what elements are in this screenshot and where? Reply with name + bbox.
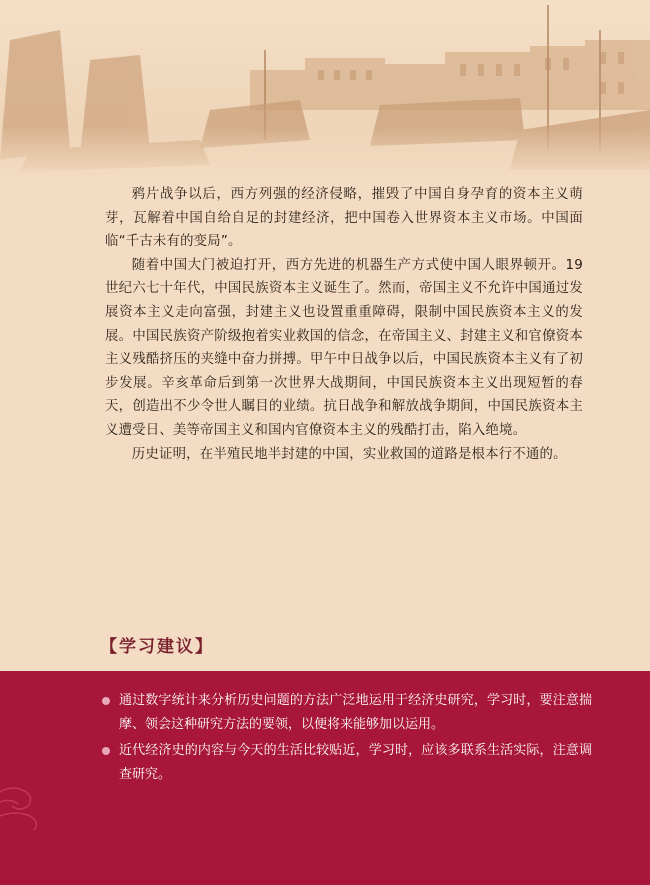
bullet-icon — [102, 747, 110, 755]
list-item — [102, 739, 592, 787]
paragraph-3: 历史证明，在半殖民地半封建的中国，实业救国的道路是根本行不通的。 — [131, 446, 567, 462]
body-text — [105, 183, 583, 466]
harbor-photo-icon — [0, 0, 650, 180]
paragraph-1: 鸦片战争以后，西方列强的经济侵略，摧毁了中国自身孕育的资本主义萌芽，瓦解着中国自给自足的封建经济，把中国卷入世界资本主义市场。中国面临“千古未有的变局”。 — [105, 187, 583, 250]
bullet-icon — [102, 697, 110, 705]
advice-text: 近代经济史的内容与今天的生活比较贴近，学习时，应该多联系生活实际，注意调查研究。 — [119, 743, 592, 782]
study-advice-list — [102, 689, 592, 789]
paragraph-2: 随着中国大门被迫打开，西方先进的机器生产方式使中国人眼界顿开。19世纪六七十年代，中国民族资本主义诞生了。然而，帝国主义不允许中国通过发展资本主义走向富强，封建主义也设置重重障碍，限制中国民族资本主义的发展。中国民族资产阶级抱着实业救国的信念，在帝国主义、封建主义和官僚资本主义残酷挤压的夹缝中奋力拼搏。甲午中日战争以后，中国民族资本主义有了初步发展。辛亥革命后到第一次世界大战期间，中国民族资本主义出现短暂的春天，创造出不少令世人瞩目的业绩。抗日战争和解放战争期间，中国民族资本主义遭受日、美等帝国主义和国内官僚资本主义的残酷打击，陷入绝境。 — [105, 257, 583, 438]
list-item — [102, 689, 592, 737]
advice-text: 通过数字统计来分析历史问题的方法广泛地运用于经济史研究，学习时，要注意揣摩、领会这种研究方法的要领，以便将来能够加以运用。 — [119, 693, 592, 732]
study-advice-title: 【学习建议】 — [100, 637, 214, 657]
cloud-ornament-icon — [0, 774, 60, 834]
harbor-photo — [0, 0, 650, 180]
